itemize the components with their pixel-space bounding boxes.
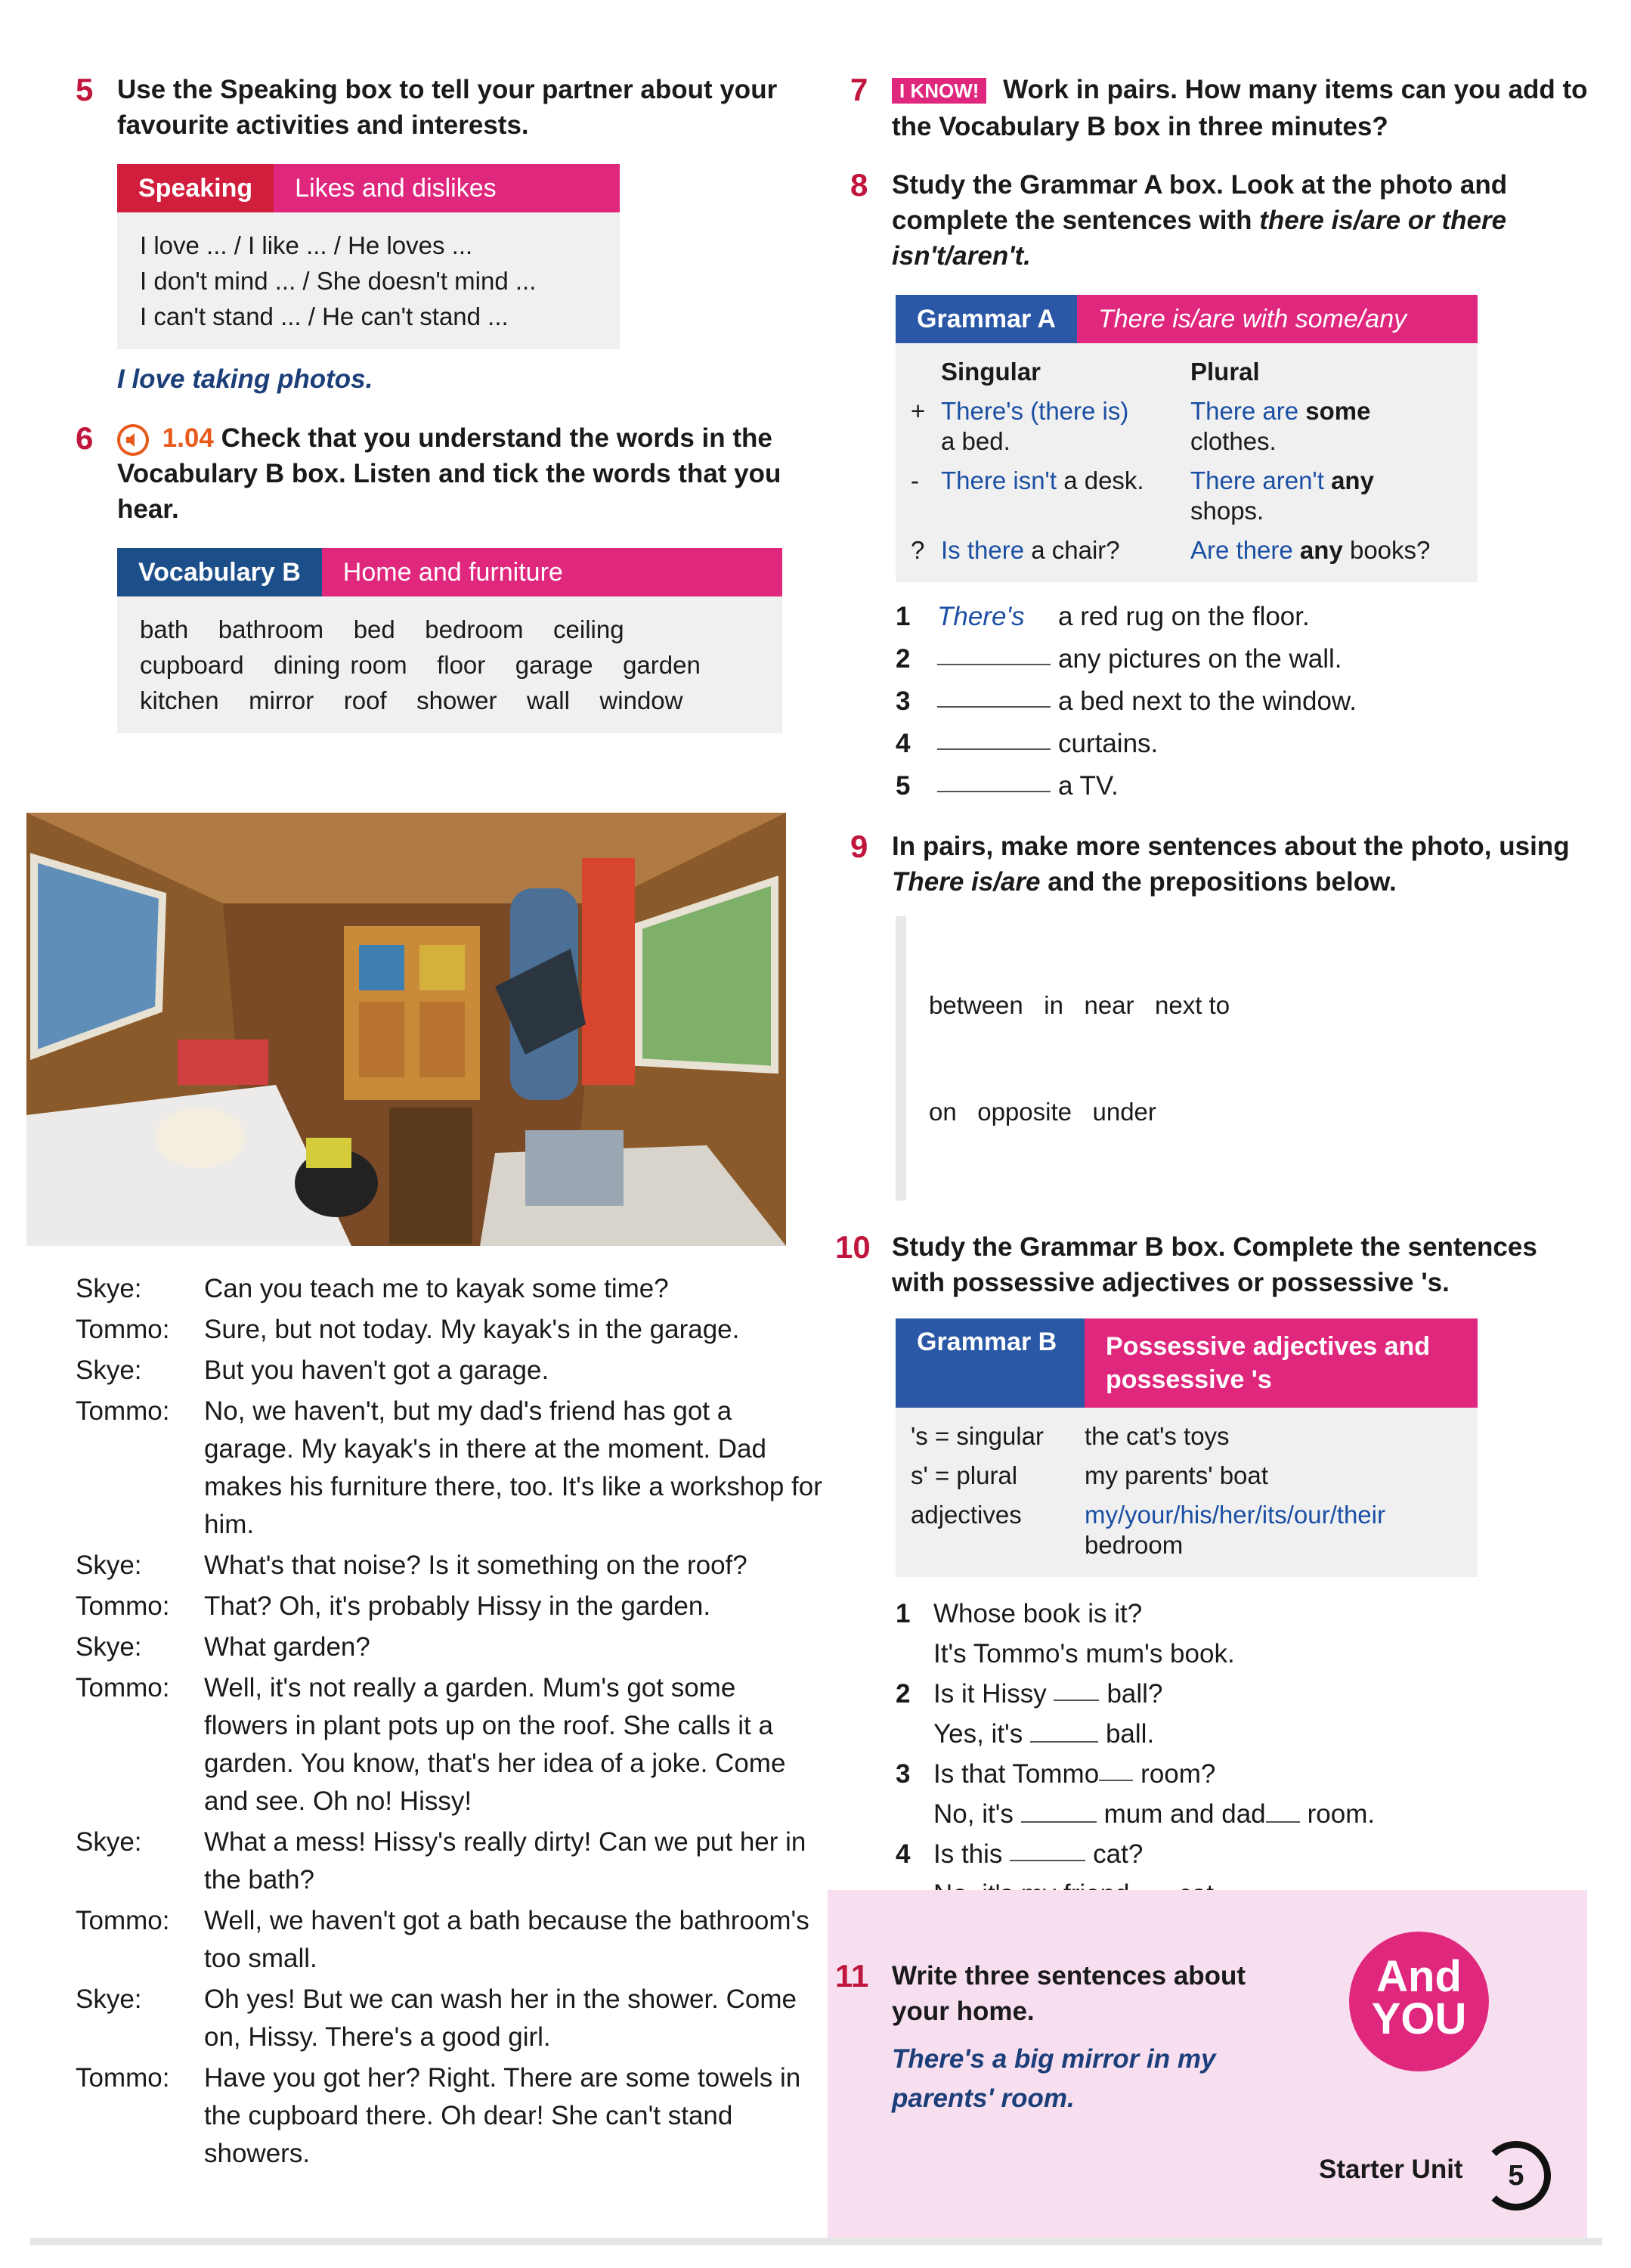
speaking-box-body [117, 212, 620, 349]
exercise-8 [850, 167, 1591, 274]
exercise-instruction: Check that you understand the words in the Vocabulary B box. Listen and tick the words that you hear. [117, 423, 781, 524]
speaker: Skye: [76, 1827, 142, 1857]
grammar-b-header [896, 1318, 1478, 1408]
exercise-instruction: Study the Grammar B box. Complete the sentences with possessive adjectives or possessive 's. [892, 1232, 1537, 1298]
answer-blank[interactable] [937, 765, 1051, 792]
exercise-5 [76, 72, 816, 143]
vocab-word: mirror [249, 686, 314, 714]
speaker: Skye: [76, 1632, 142, 1662]
vocabulary-box-body [117, 596, 782, 733]
line-text: Can you teach me to kayak some time? [204, 1274, 669, 1303]
dialog-line [76, 1981, 824, 2056]
grammar-row: adjectives my/your/his/her/its/our/their bedroom [911, 1501, 1385, 1560]
exercise-8-sentences [896, 596, 1591, 807]
answer-blank[interactable] [1266, 1796, 1300, 1823]
dialog-line [76, 1902, 824, 1978]
exercise-number: 8 [850, 167, 868, 203]
sentence: 5 a TV. [896, 765, 1591, 807]
dialog-line [76, 1393, 824, 1544]
speaker: Tommo: [76, 1591, 170, 1621]
answer-blank[interactable] [937, 723, 1051, 750]
grammar-a-table [896, 343, 1478, 582]
answer-blank[interactable] [937, 680, 1051, 708]
exercise-instruction: Use the Speaking box to tell your partner about your favourite activities and interests. [117, 75, 778, 140]
exercise-6 [76, 420, 816, 527]
line-text: What a mess! Hissy's really dirty! Can we put her in the bath? [204, 1827, 806, 1895]
dialog-line [76, 1588, 824, 1625]
speaker: Tommo: [76, 2063, 170, 2093]
speaking-line: I love ... / I like ... / He loves ... [140, 231, 473, 259]
exercise-11 [835, 1958, 1304, 2118]
dialog-line [76, 2059, 824, 2173]
grammar-row: ? Is there a chair? Are there any books? [911, 532, 1436, 572]
prepositions-box: between in near next to on opposite under [896, 916, 1591, 1201]
vocabulary-box-title: Vocabulary B [117, 548, 322, 596]
example-answer: There's a big mirror in my parents' room. [892, 2044, 1216, 2113]
exercise-10 [835, 1229, 1591, 1300]
vocab-word: roof [343, 686, 387, 714]
grammar-row: 's = singular the cat's toys [911, 1422, 1230, 1451]
vocab-word: kitchen [140, 686, 219, 714]
dialog-line [76, 1270, 824, 1308]
grammar-row: + There's (there is) a bed. There are some clothes. [911, 393, 1436, 463]
grammar-a-title: Grammar A [896, 295, 1077, 343]
line-text: Have you got her? Right. There are some towels in the cupboard there. Oh dear! She can't stand showers. [204, 2063, 801, 2168]
exercise-number: 6 [76, 420, 94, 456]
grammar-a-header [896, 295, 1478, 343]
line-text: That? Oh, it's probably Hissy in the garden. [204, 1591, 711, 1621]
vocabulary-box [117, 548, 782, 733]
exercise-number: 9 [850, 829, 868, 865]
and-you-badge: And YOU [1349, 1932, 1489, 2071]
line-text: But you haven't got a garage. [204, 1356, 549, 1385]
answer-blank[interactable] [1054, 1674, 1099, 1701]
exercise-number: 7 [850, 72, 868, 107]
vocabulary-box-subtitle: Home and furniture [322, 548, 782, 596]
exercise-number: 10 [835, 1229, 871, 1266]
exercise-number: 11 [835, 1958, 869, 1994]
grammar-b-box [896, 1318, 1478, 1577]
vocab-word: wall [527, 686, 570, 714]
vocab-word: bed [353, 615, 395, 643]
speaker: Tommo: [76, 1315, 170, 1344]
vocab-word: garden [623, 651, 701, 679]
right-column [835, 72, 1591, 1914]
dialog-line [76, 1547, 824, 1585]
vocab-word: bathroom [218, 615, 324, 643]
grammar-a-subtitle: There is/are with some/any [1077, 295, 1478, 343]
speaker: Tommo: [76, 1673, 170, 1703]
vocab-word: ceiling [553, 615, 624, 643]
speaking-box-header [117, 164, 620, 212]
sentence: 1 There's a red rug on the floor. [896, 596, 1591, 638]
line-text: No, we haven't, but my dad's friend has got a garage. My kayak's in there at the moment. Dad makes his furniture there, too. It's like a workshop for him. [204, 1396, 822, 1539]
speaker: Tommo: [76, 1396, 170, 1426]
cabin-photo [26, 813, 786, 1246]
line-text: What garden? [204, 1632, 370, 1662]
speaking-box [117, 164, 620, 349]
grammar-row: - There isn't a desk. There aren't any shops. [911, 463, 1436, 532]
left-column [76, 72, 816, 733]
line-text: Well, it's not really a garden. Mum's got some flowers in plant pots up on the roof. She calls it a garden. You know, that's her idea of a joke. Come and see. Oh no! Hissy! [204, 1673, 786, 1816]
speaker: Skye: [76, 1356, 142, 1385]
exercise-instruction-italic: there is/are or there isn't/aren't. [892, 206, 1507, 271]
grammar-b-title: Grammar B [896, 1318, 1085, 1408]
speaker: Skye: [76, 1984, 142, 2014]
vocab-word: bath [140, 615, 189, 643]
exercise-instruction: Work in pairs. How many items can you add to the Vocabulary B box in three minutes? [892, 75, 1588, 142]
answer-blank[interactable] [1099, 1754, 1133, 1781]
sign: + [911, 397, 926, 426]
sentence: 3 a bed next to the window. [896, 680, 1591, 723]
answer-blank[interactable] [1010, 1834, 1085, 1861]
vocab-word: cupboard [140, 651, 244, 679]
speaker: Skye: [76, 1274, 142, 1303]
vocab-word: garage [515, 651, 593, 679]
i-know-badge: I KNOW! [892, 78, 986, 104]
answer-blank[interactable] [1021, 1796, 1097, 1823]
dialog-line [76, 1311, 824, 1349]
col-header: Plural [1190, 358, 1260, 386]
page-number: 5 [1481, 2141, 1551, 2211]
answer-blank[interactable] [1030, 1715, 1098, 1743]
answer: There's [937, 602, 1025, 632]
example-answer: I love taking photos. [117, 364, 373, 394]
sentence: 2 any pictures on the wall. [896, 638, 1591, 680]
dialog-line [76, 1352, 824, 1390]
exercise-7 [850, 72, 1591, 144]
sign: - [911, 466, 919, 495]
dialog-line [76, 1823, 824, 1899]
grammar-row: s' = plural my parents' boat [911, 1461, 1268, 1490]
speaker: Tommo: [76, 1906, 170, 1935]
line-text: Sure, but not today. My kayak's in the garage. [204, 1315, 740, 1344]
line-text: Well, we haven't got a bath because the bathroom's too small. [204, 1906, 809, 1973]
unit-label: Starter Unit [1319, 2155, 1463, 2184]
exercise-instruction: Write three sentences about your home. [892, 1961, 1246, 2026]
exercise-number: 5 [76, 72, 94, 107]
dialog [76, 1270, 824, 2176]
speaking-line: I don't mind ... / She doesn't mind ... [140, 267, 537, 295]
exercise-instruction: Study the Grammar A box. Look at the photo and complete the sentences with [892, 170, 1508, 236]
sentence: 4 curtains. [896, 723, 1591, 765]
exercise-10-questions: 1 Whose book is it? It's Tommo's mum's book. 2 Is it Hissy ball? Yes, it's ball. 3 Is that Tommo room? No, it's mum and dad room. 4 Is this cat? [896, 1594, 1591, 1914]
speaking-box-title: Speaking [117, 164, 274, 212]
vocab-word: shower [416, 686, 497, 714]
line-text: Oh yes! But we can wash her in the shower. Come on, Hissy. There's a good girl. [204, 1984, 797, 2052]
grammar-a-box [896, 295, 1478, 582]
vocab-word: dining room [274, 651, 407, 679]
sign: ? [911, 536, 925, 565]
grammar-b-subtitle: Possessive adjectives and possessive 's [1085, 1318, 1478, 1408]
dialog-line [76, 1669, 824, 1820]
bottom-rule [30, 2238, 1602, 2245]
grammar-b-table [896, 1408, 1478, 1577]
exercise-9: 9 In pairs, make more sentences about the photo, using There is/are and the prepositions below. [850, 829, 1570, 897]
answer-blank[interactable] [937, 638, 1051, 665]
speaking-box-subtitle: Likes and dislikes [274, 164, 620, 212]
vocab-word: floor [437, 651, 486, 679]
speaker: Skye: [76, 1551, 142, 1580]
vocab-word: bedroom [425, 615, 524, 643]
speaking-line: I can't stand ... / He can't stand ... [140, 302, 509, 330]
audio-icon[interactable] [117, 424, 149, 456]
dialog-line [76, 1628, 824, 1666]
col-header: Singular [941, 358, 1041, 386]
vocabulary-box-header [117, 548, 782, 596]
track-number: 1.04 [162, 423, 214, 453]
line-text: What's that noise? Is it something on the roof? [204, 1551, 747, 1580]
vocab-word: window [599, 686, 683, 714]
